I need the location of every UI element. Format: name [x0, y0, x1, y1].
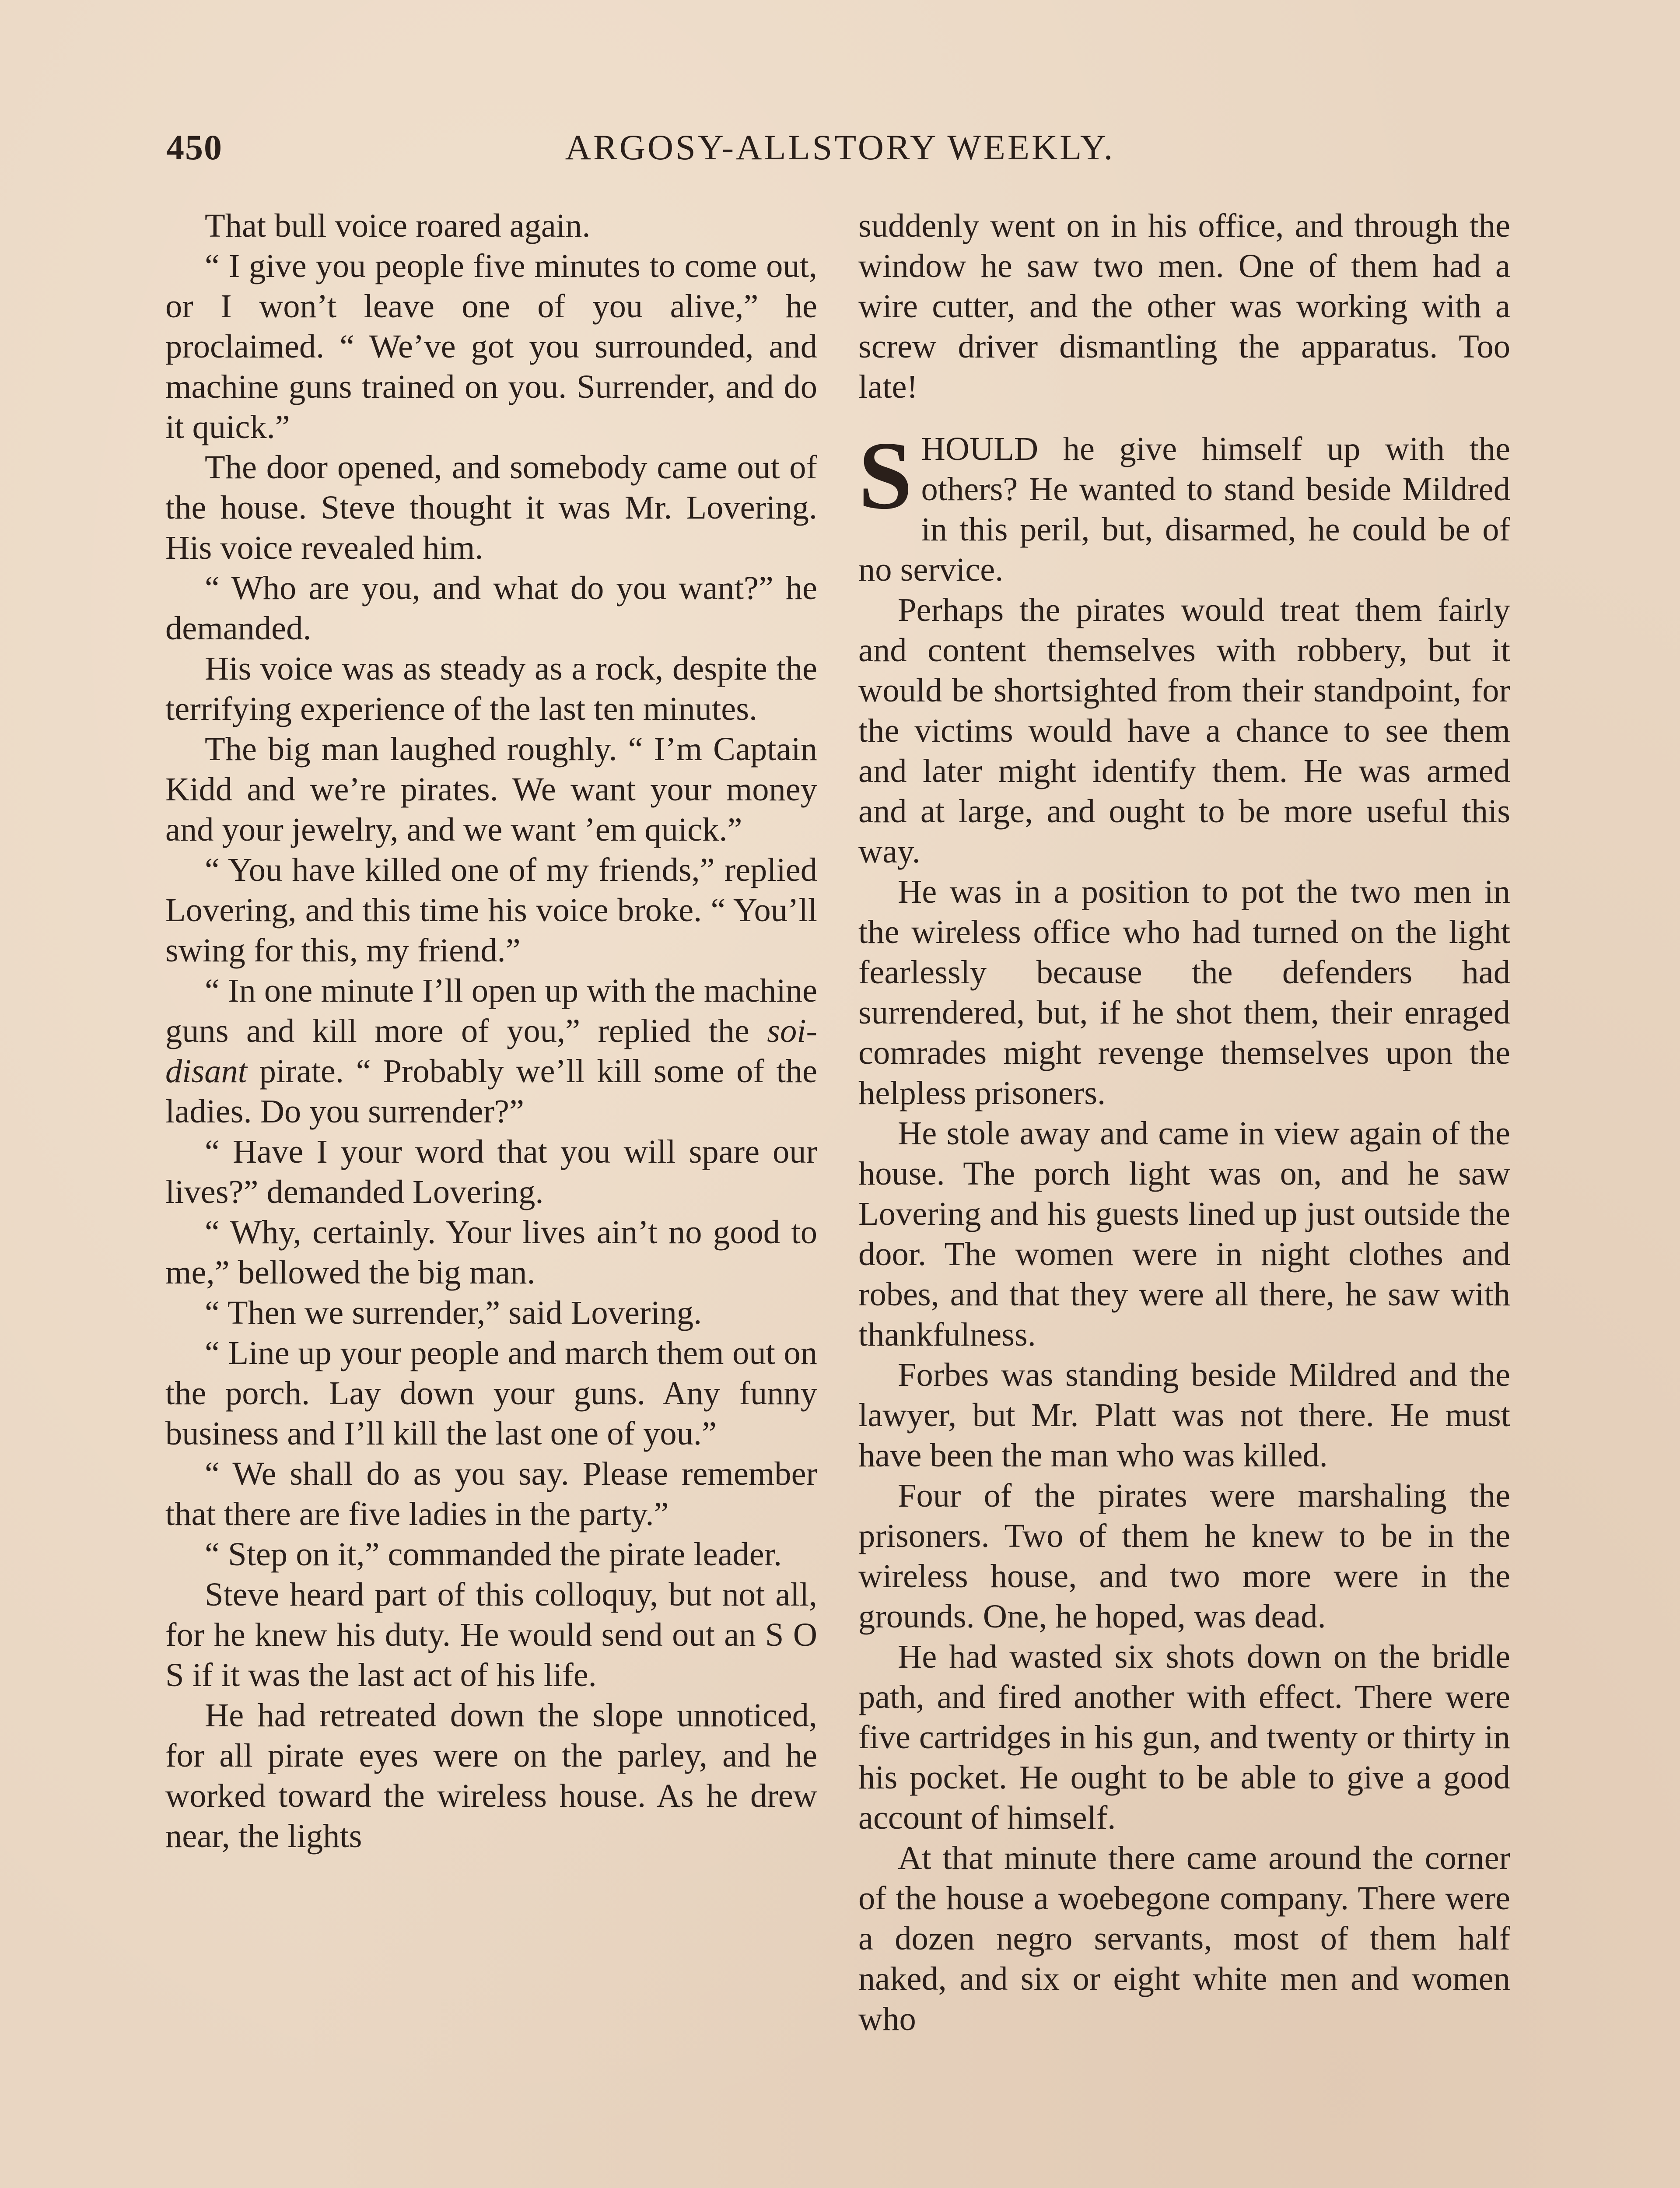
page-header	[166, 127, 1514, 175]
paragraph: His voice was as steady as a rock, despite the terrifying experience of the last ten minutes.	[165, 650, 817, 727]
paragraph: “ I give you people five minutes to come out, or I won’t leave one of you alive,” he proclaimed. “ We’ve got you surrounded, and machine guns trained on you. Surrender, and do it quick.”	[165, 247, 817, 445]
paragraph: Perhaps the pirates would treat them fairly and content themselves with robbery, but it would be shortsighted from their standpoint, for the victims would have a chance to see them and later might identify them. He was armed and at large, and ought to be more useful this way.	[858, 591, 1510, 870]
paragraph: suddenly went on in his office, and through the window he saw two men. One of them had a wire cutter, and the other was working with a screw driver dismantling the apparatus. Too late!	[858, 207, 1510, 405]
paragraph: “ Then we surrender,” said Lovering.	[205, 1294, 702, 1331]
paragraph: “ We shall do as you say. Please remember that there are five ladies in the party.”	[165, 1455, 817, 1532]
paragraph: Four of the pirates were marshaling the prisoners. Two of them he knew to be in the wireless house, and two more were in the grounds. One, he hoped, was dead.	[858, 1477, 1510, 1635]
paragraph: He was in a position to pot the two men in the wireless office who had turned on the light fearlessly because the defenders had surrendered, but, if he shot them, their enraged comrades might revenge themselves upon the helpless prisoners.	[858, 873, 1510, 1112]
paragraph: He had retreated down the slope unnoticed, for all pirate eyes were on the parley, and he worked toward the wireless house. As he drew near, the lights	[165, 1697, 817, 1855]
paragraph: At that minute there came around the corner of the house a woebegone company. There were a dozen negro servants, most of them half naked, and six or eight white men and women who	[858, 1839, 1510, 2037]
paragraph: “ You have killed one of my friends,” replied Lovering, and this time his voice broke. “ You’ll swing for this, my friend.”	[165, 851, 817, 969]
paragraph: Steve heard part of this colloquy, but not all, for he knew his duty. He would send out an S O S if it was the last act of his life.	[165, 1576, 817, 1694]
left-column	[165, 206, 817, 1856]
paragraph: “ Step on it,” commanded the pirate leader.	[205, 1536, 782, 1573]
paragraph: He had wasted six shots down on the bridle path, and fired another with effect. There were five cartridges in his gun, and twenty or thirty in his pocket. He ought to be able to give a good account of himself.	[858, 1638, 1510, 1836]
paragraph: “ Have I your word that you will spare our lives?” demanded Lovering.	[165, 1133, 817, 1210]
page-number: 450	[166, 127, 223, 167]
right-column	[858, 206, 1510, 2039]
paragraph: “ Why, certainly. Your lives ain’t no good to me,” bellowed the big man.	[165, 1213, 817, 1291]
running-title: ARGOSY-ALLSTORY WEEKLY.	[565, 127, 1115, 167]
text-run: pirate. “ Probably we’ll kill some of the ladies. Do you surrender?”	[165, 1052, 817, 1130]
paragraph: “ Line up your people and march them out on the porch. Lay down your guns. Any funny business and I’ll kill the last one of you.”	[165, 1334, 817, 1452]
italic-term: soi-disant	[165, 1012, 817, 1090]
paragraph: The big man laughed roughly. “ I’m Captain Kidd and we’re pirates. We want your money and your jewelry, and we want ’em quick.”	[165, 730, 817, 848]
paragraph: “ Who are you, and what do you want?” he demanded.	[165, 569, 817, 647]
paragraph: He stole away and came in view again of the house. The porch light was on, and he saw Lovering and his guests lined up just outside the door. The women were in night clothes and robes, and that they were all there, he saw with thankfulness.	[858, 1115, 1510, 1353]
paragraph: Forbes was standing beside Mildred and the lawyer, but Mr. Platt was not there. He must have been the man who was killed.	[858, 1356, 1510, 1474]
text-run: “ In one minute I’ll open up with the machine guns and kill more of you,” replied the	[165, 972, 817, 1049]
section-opening-paragraph	[858, 422, 1510, 590]
paragraph: The door opened, and somebody came out of the house. Steve thought it was Mr. Lovering. His voice revealed him.	[165, 449, 817, 566]
drop-cap: S	[858, 422, 913, 529]
paragraph: That bull voice roared again.	[205, 207, 591, 244]
paragraph-pirate-threat	[165, 971, 817, 1132]
text-run: HOULD he give himself up with the others? He wanted to stand beside Mildred in this peril, but, disarmed, he could be of no service.	[858, 430, 1510, 588]
